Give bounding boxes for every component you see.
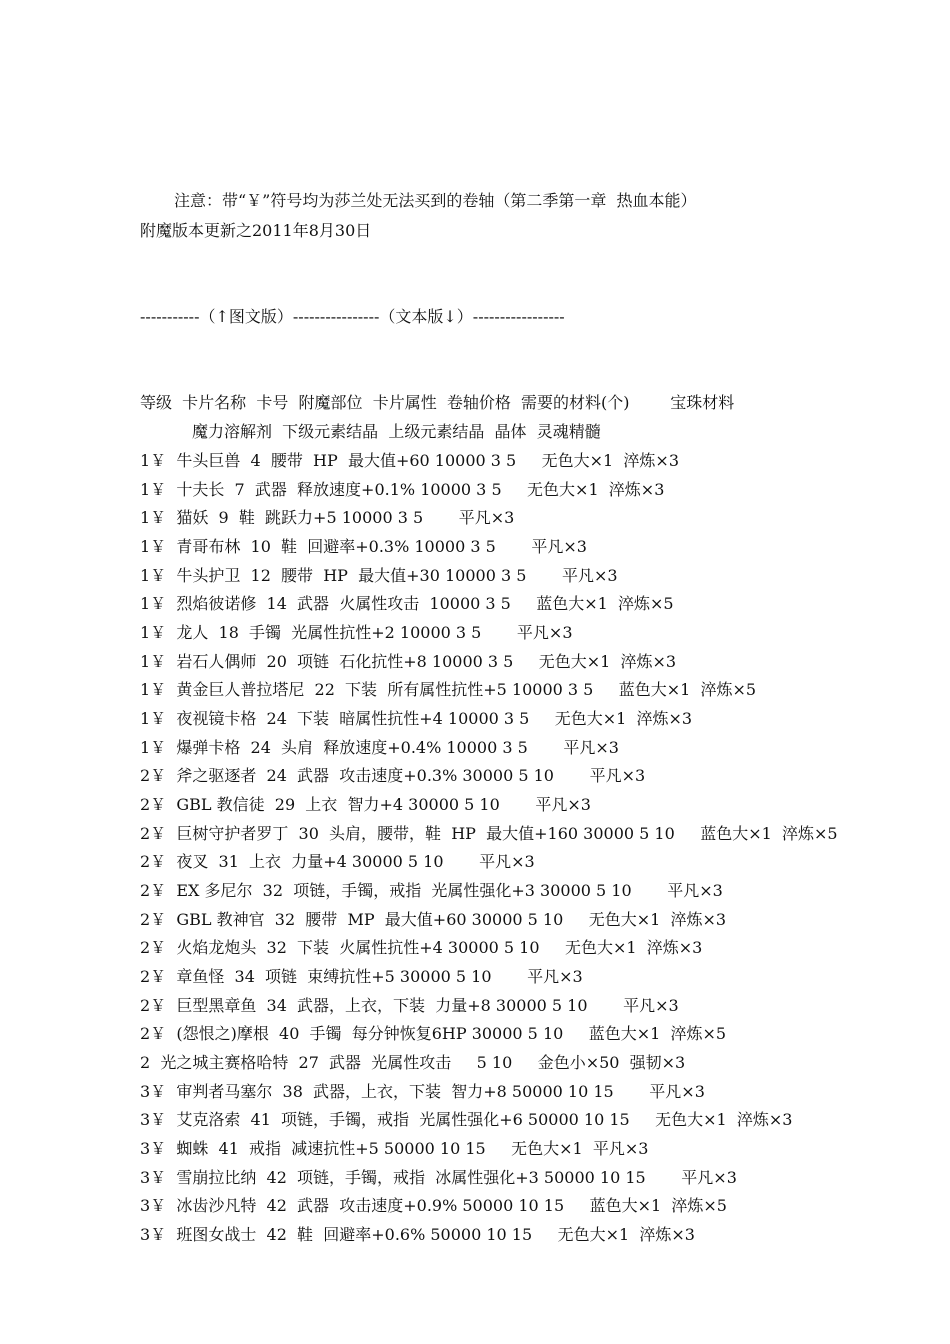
list-item: 1￥ 牛头巨兽 4 腰带 HP 最大值+60 10000 3 5 无色大×1 淬炼×3 [140,451,679,470]
table-header-line-2: 魔力溶解剂 下级元素结晶 上级元素结晶 晶体 灵魂精髓 [192,422,601,441]
list-item: 1￥ 青哥布林 10 鞋 回避率+0.3% 10000 3 5 平凡×3 [140,537,587,557]
list-item: 2￥ EX 多尼尔 32 项链，手镯，戒指 光属性强化+3 30000 5 10 平凡×3 [140,881,723,901]
list-item: 2 光之城主赛格哈特 27 武器 光属性攻击 5 10 金色小×50 强韧×3 [140,1053,686,1073]
list-item: 2￥ (怨恨之)摩根 40 手镯 每分钟恢复6HP 30000 5 10 蓝色大×1 淬炼×5 [140,1024,727,1044]
list-item: 2￥ 夜叉 31 上衣 力量+4 30000 5 10 平凡×3 [140,852,535,872]
list-item: 1￥ 夜视镜卡格 24 下装 暗属性抗性+4 10000 3 5 无色大×1 淬炼×3 [140,709,693,729]
section-divider: -----------（↑图文版）----------------（文本版↓）----------------- [140,307,565,326]
list-item: 3￥ 冰齿沙凡特 42 武器 攻击速度+0.9% 50000 10 15 蓝色大×1 淬炼×5 [140,1196,727,1216]
list-item: 1￥ 岩石人偶师 20 项链 石化抗性+8 10000 3 5 无色大×1 淬炼×3 [140,651,677,671]
list-item: 3￥ 雪崩拉比纳 42 项链，手镯，戒指 冰属性强化+3 50000 10 15 平凡×3 [140,1167,737,1187]
list-item: 1￥ 猫妖 9 鞋 跳跃力+5 10000 3 5 平凡×3 [140,508,515,528]
list-item: 1￥ 牛头护卫 12 腰带 HP 最大值+30 10000 3 5 平凡×3 [140,565,618,585]
list-item: 1￥ 爆弹卡格 24 头肩 释放速度+0.4% 10000 3 5 平凡×3 [140,737,619,757]
list-item: 2￥ 巨树守护者罗丁 30 头肩，腰带，鞋 HP 最大值+160 30000 5 10 蓝色大×1 淬炼×5 [140,823,838,843]
list-item: 3￥ 蜘蛛 41 戒指 减速抗性+5 50000 10 15 无色大×1 平凡×3 [140,1139,649,1159]
card-list [140,451,838,1254]
list-item: 2￥ 火焰龙炮头 32 下装 火属性抗性+4 30000 5 10 无色大×1 淬炼×3 [140,938,703,958]
list-item: 1￥ 黄金巨人普拉塔尼 22 下装 所有属性抗性+5 10000 3 5 蓝色大×1 淬炼×5 [140,680,757,700]
list-item: 1￥ 烈焰彼诺修 14 武器 火属性攻击 10000 3 5 蓝色大×1 淬炼×5 [140,594,674,614]
list-item: 3￥ 艾克洛索 41 项链，手镯，戒指 光属性强化+6 50000 10 15 无色大×1 淬炼×3 [140,1110,793,1130]
notice-text: 注意：带“￥”符号均为莎兰处无法买到的卷轴（第二季第一章 热血本能） [174,191,697,210]
list-item: 3￥ 审判者马塞尔 38 武器，上衣，下装 智力+8 50000 10 15 平凡×3 [140,1081,705,1101]
list-item: 2￥ GBL 教神官 32 腰带 MP 最大值+60 30000 5 10 无色大×1 淬炼×3 [140,909,727,929]
version-text: 附魔版本更新之2011年8月30日 [140,221,372,240]
list-item: 3￥ 班图女战士 42 鞋 回避率+0.6% 50000 10 15 无色大×1 淬炼×3 [140,1225,695,1245]
table-header-line-1: 等级 卡片名称 卡号 附魔部位 卡片属性 卷轴价格 需要的材料(个) 宝珠材料 [140,393,735,412]
list-item: 2￥ GBL 教信徒 29 上衣 智力+4 30000 5 10 平凡×3 [140,795,591,815]
list-item: 2￥ 斧之驱逐者 24 武器 攻击速度+0.3% 30000 5 10 平凡×3 [140,766,646,786]
list-item: 2￥ 章鱼怪 34 项链 束缚抗性+5 30000 5 10 平凡×3 [140,967,583,987]
list-item: 1￥ 十夫长 7 武器 释放速度+0.1% 10000 3 5 无色大×1 淬炼×3 [140,479,665,499]
list-item: 2￥ 巨型黑章鱼 34 武器，上衣，下装 力量+8 30000 5 10 平凡×3 [140,995,679,1015]
list-item: 1￥ 龙人 18 手镯 光属性抗性+2 10000 3 5 平凡×3 [140,623,573,643]
